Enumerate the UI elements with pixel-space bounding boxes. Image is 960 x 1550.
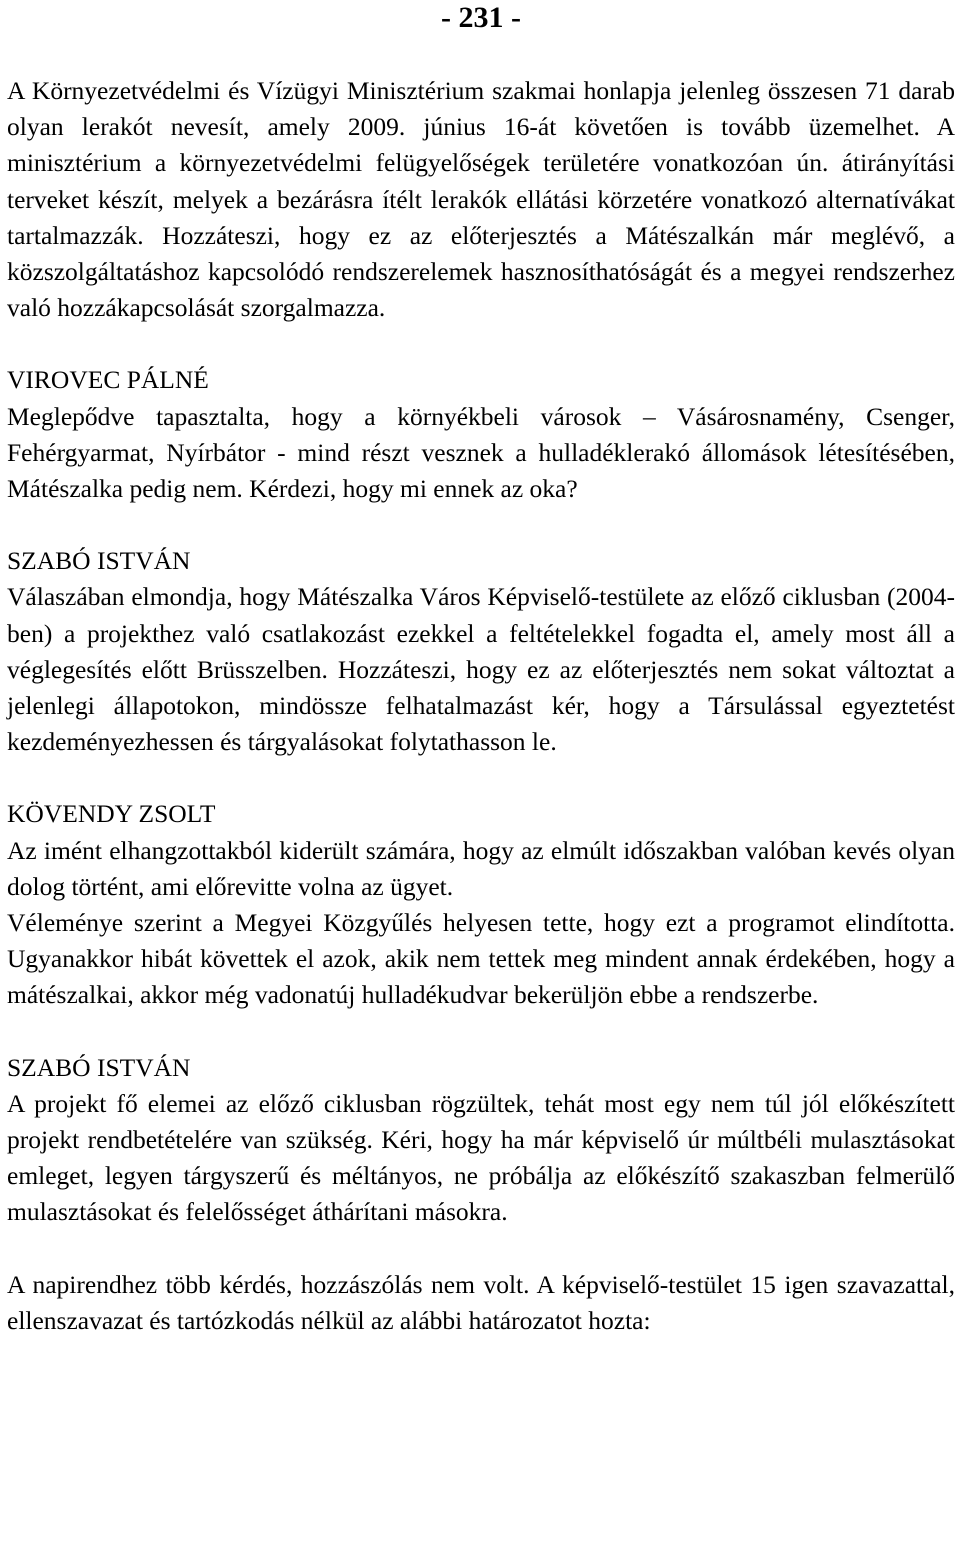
paragraph: A projekt fő elemei az előző ciklusban rögzültek, tehát most egy nem túl jól előkészített projekt rendbetételére van szükség. Kéri, hogy ha már képviselő úr múltbéli mulasztásokat emleget, legyen tárgyszerű és méltányos, ne próbálja az előkészítő szakaszban felmerülő mulasztásokat és felelősséget áthárítani másokra. (7, 1088, 955, 1227)
page-number: - 231 - (441, 1, 521, 34)
speaker-name: KÖVENDY ZSOLT (7, 799, 216, 829)
speaker-block-szabo-1 (7, 543, 955, 760)
paragraph: A napirendhez több kérdés, hozzászólás nem volt. A képviselő-testület 15 igen szavazattal, ellenszavazat és tartózkodás nélkül az alábbi határozatot hozta: (7, 1269, 955, 1335)
closing-block (7, 1267, 955, 1339)
speaker-block-virovec (7, 362, 955, 507)
paragraph: A Környezetvédelmi és Vízügyi Minisztérium szakmai honlapja jelenleg összesen 71 darab olyan lerakót nevesít, amely 2009. június 16-át követően is tovább üzemelhet. A minisztérium a környezetvédelmi felügyelőségek területére vonatkozóan ún. átirányítási terveket készít, melyek a bezárásra ítélt lerakók ellátási körzetére vonatkozó alternatívákat tartalmazzák. Hozzáteszi, hogy ez az előterjesztés a Mátészalkán már meglévő, a közszolgáltatáshoz kapcsolódó rendszerelemek hasznosíthatóságát és a megyei rendszerhez való hozzákapcsolását szorgalmazza. (7, 76, 955, 323)
speaker-name: SZABÓ ISTVÁN (7, 1052, 191, 1082)
intro-block (7, 73, 955, 326)
speaker-name: SZABÓ ISTVÁN (7, 546, 191, 576)
speaker-block-szabo-2 (7, 1050, 955, 1231)
document-body (7, 73, 955, 1339)
paragraph: Válaszában elmondja, hogy Mátészalka Város Képviselő-testülete az előző ciklusban (2004-ben) a projekthez való csatlakozást ezekkel a feltételekkel fogadta el, amely most áll a véglegesítés előtt Brüsszelben. Hozzáteszi, hogy ez az előterjesztés nem sokat változtat a jelenlegi állapotokon, mindössze felhatalmazást kér, hogy a Társulással egyeztetést kezdeményezhessen és tárgyalásokat folytathasson le. (7, 582, 955, 757)
speaker-name: VIROVEC PÁLNÉ (7, 365, 209, 395)
paragraph: Véleménye szerint a Megyei Közgyűlés helyesen tette, hogy ezt a programot elindította. Ugyanakkor hibát követtek el azok, akik nem tettek meg mindent annak érdekében, hogy a mátészalkai, akkor még vadonatúj hulladékudvar bekerüljön ebbe a rendszerbe. (7, 908, 955, 1010)
paragraph: Az imént elhangzottakból kiderült számára, hogy az elmúlt időszakban valóban kevés olyan dolog történt, ami előrevitte volna az ügyet. (7, 835, 955, 901)
paragraph: Meglepődve tapasztalta, hogy a környékbeli városok – Vásárosnamény, Csenger, Fehérgyarmat, Nyírbátor - mind részt vesznek a hulladéklerakó állomások létesítésében, Mátészalka pedig nem. Kérdezi, hogy mi ennek az oka? (7, 401, 955, 504)
speaker-block-kovendy (7, 796, 955, 1013)
